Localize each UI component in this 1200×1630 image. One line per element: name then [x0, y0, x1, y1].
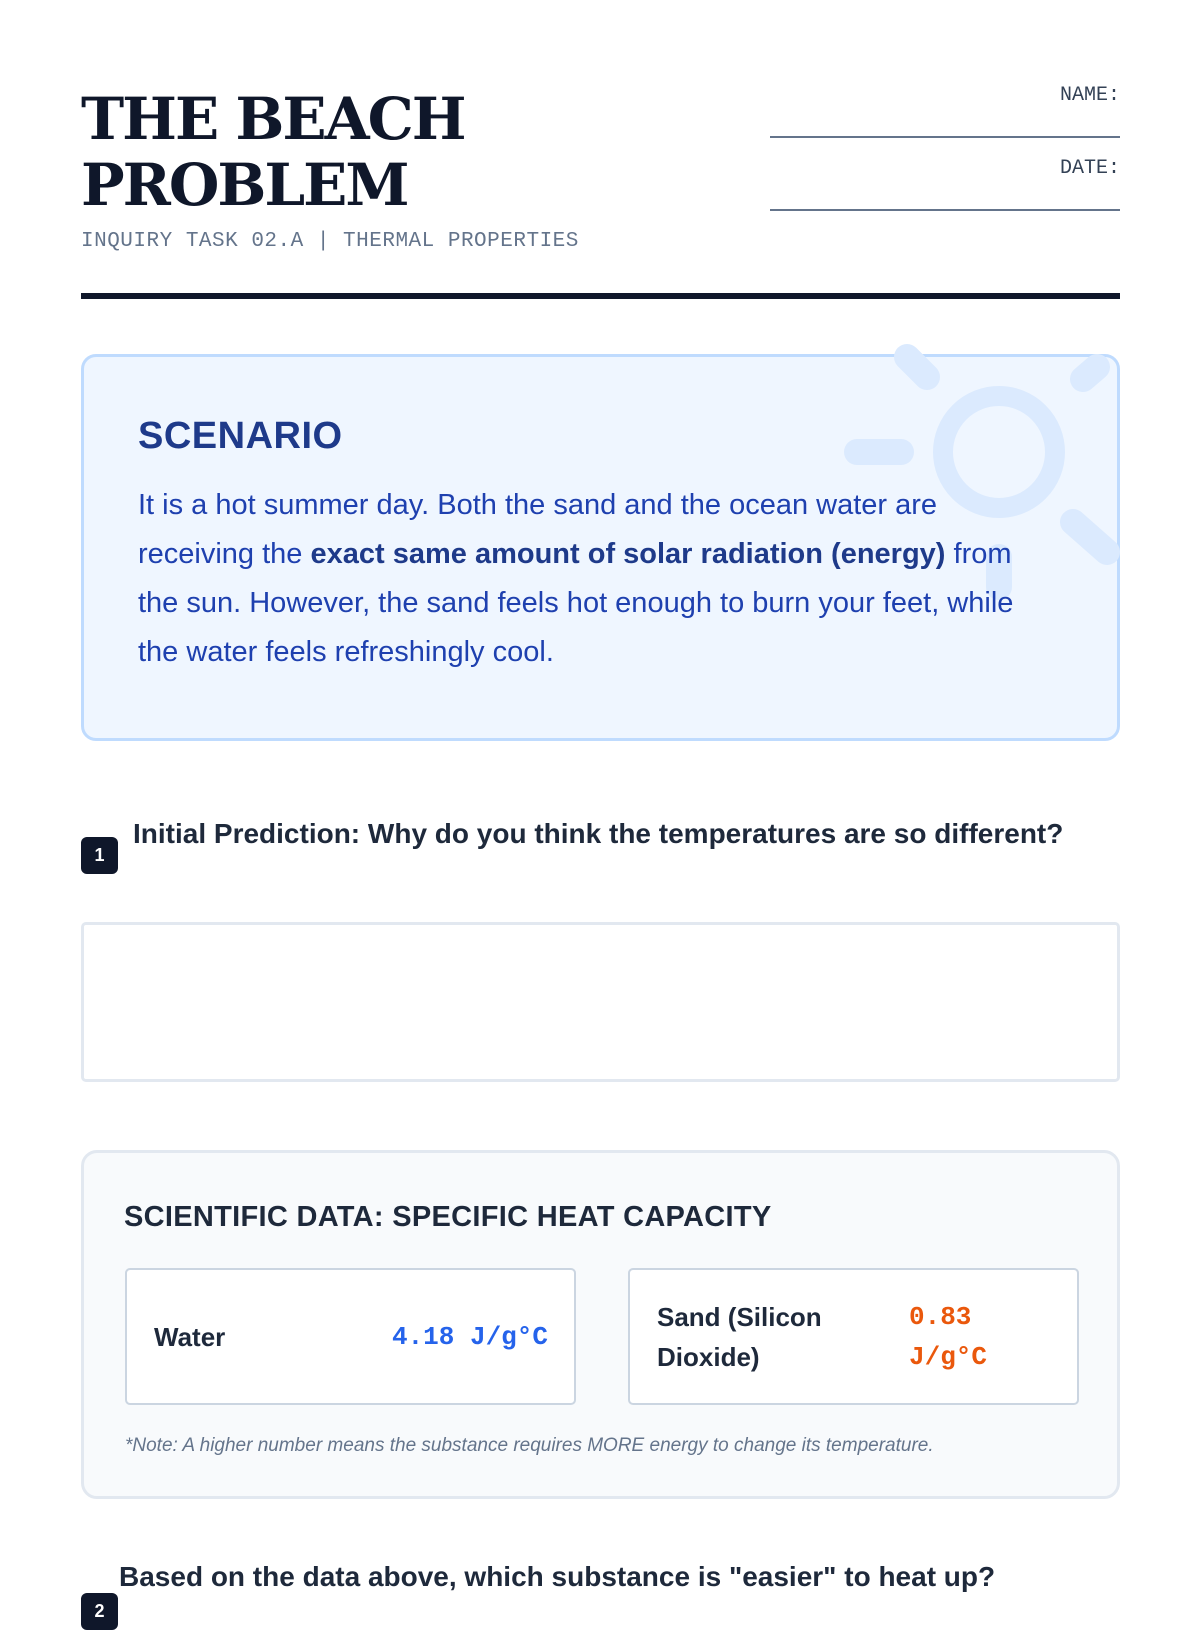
question-1-text: Initial Prediction: Why do you think the temperatures are so different?: [133, 818, 1064, 849]
date-field[interactable]: [770, 157, 1120, 211]
header-divider: [81, 293, 1120, 299]
question-1-answer-box[interactable]: [81, 922, 1120, 1082]
sand-value: 0.83 J/g°C: [909, 1301, 988, 1372]
question-2-number-badge: 2: [81, 1593, 118, 1630]
water-data-card: [125, 1268, 576, 1405]
name-label: NAME:: [1059, 84, 1120, 107]
data-panel-heading: SCIENTIFIC DATA: SPECIFIC HEAT CAPACITY: [124, 1201, 772, 1233]
page-title-line-1: THE BEACH: [81, 85, 465, 153]
scenario-text-start: It is a hot summer day. Both the sand and the ocean water are receiving the: [138, 489, 938, 570]
date-label: DATE:: [1059, 157, 1120, 180]
question-2-text: Based on the data above, which substance is "easier" to heat up?: [119, 1561, 996, 1592]
question-1-number-badge: 1: [81, 837, 118, 874]
water-value: 4.18 J/g°C: [391, 1321, 548, 1352]
title-block: [81, 86, 721, 253]
scenario-text: [138, 481, 1058, 677]
scientific-data-panel: [81, 1150, 1120, 1499]
scenario-text-end: from the sun. However, the sand feels hot enough to burn your feet, while the water feels refreshingly cool.: [138, 538, 1014, 668]
name-field[interactable]: [770, 84, 1120, 138]
page-title-line-2: PROBLEM: [81, 151, 408, 219]
scenario-heading: SCENARIO: [138, 415, 343, 457]
scenario-text-emphasis: exact same amount of solar radiation (energy): [310, 538, 946, 570]
page-title: [81, 86, 721, 218]
sand-label: Sand (Silicon Dioxide): [657, 1301, 822, 1372]
sand-data-card: [628, 1268, 1079, 1405]
water-label: Water: [154, 1321, 226, 1352]
worksheet-page: [81, 0, 1120, 1621]
scenario-card: [81, 354, 1120, 741]
page-subtitle: INQUIRY TASK 02.A | THERMAL PROPERTIES: [81, 230, 579, 253]
data-note: *Note: A higher number means the substance requires MORE energy to change its temperature.: [125, 1435, 934, 1456]
